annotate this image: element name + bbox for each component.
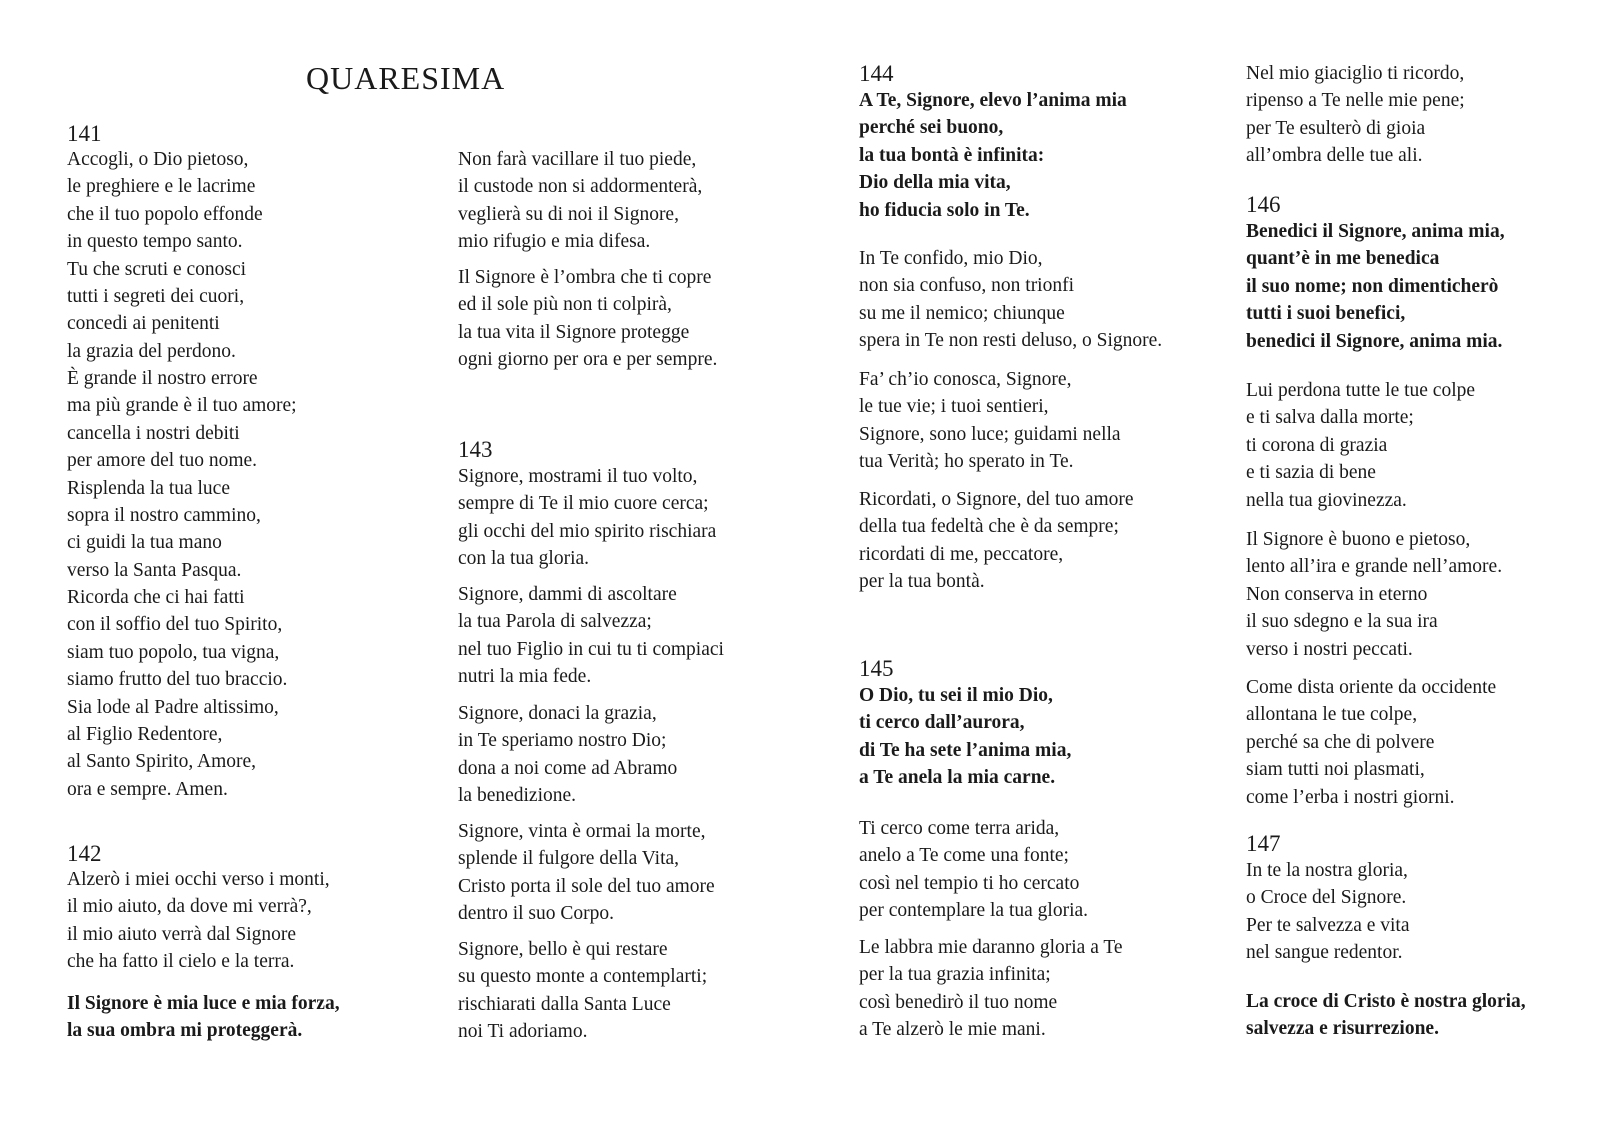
verse-line: rischiarati dalla Santa Luce bbox=[458, 993, 671, 1015]
verse-line: lento all’ira e grande nell’amore. bbox=[1246, 556, 1503, 578]
verse-line: il suo nome; non dimenticherò bbox=[1246, 275, 1499, 297]
verse-line: Signore, sono luce; guidami nella bbox=[859, 423, 1121, 445]
verse-line: così benedirò il tuo nome bbox=[859, 991, 1058, 1013]
verse-line: È grande il nostro errore bbox=[67, 368, 258, 389]
stanza bbox=[458, 581, 724, 691]
stanza bbox=[1246, 674, 1496, 811]
stanza-refrain bbox=[1246, 988, 1526, 1043]
verse-line: a Te anela la mia carne. bbox=[859, 767, 1056, 789]
stanza bbox=[1246, 377, 1475, 514]
verse-line: Dio della mia vita, bbox=[859, 172, 1011, 194]
stanza bbox=[859, 366, 1121, 476]
verse-line: Ti cerco come terra arida, bbox=[859, 818, 1060, 839]
verse-line: Tu che scruti e conosci bbox=[67, 258, 247, 280]
verse-line: la sua ombra mi proteggerà. bbox=[67, 1020, 303, 1042]
verse-line: in Te speriamo nostro Dio; bbox=[458, 730, 667, 752]
hymn-number: 147 bbox=[1246, 831, 1281, 856]
verse-line: Signore, bello è qui restare bbox=[458, 939, 668, 960]
stanza bbox=[67, 584, 287, 803]
verse-line: Fa’ ch’io conosca, Signore, bbox=[859, 369, 1072, 390]
stanza bbox=[458, 936, 707, 1046]
verse-line: Signore, dammi di ascoltare bbox=[458, 584, 677, 605]
verse-line: ripenso a Te nelle mie pene; bbox=[1246, 90, 1465, 112]
verse-line: della tua fedeltà che è da sempre; bbox=[859, 516, 1119, 538]
verse-line: per la tua bontà. bbox=[859, 571, 985, 593]
verse-line: Signore, donaci la grazia, bbox=[458, 703, 657, 724]
verse-line: di Te ha sete l’anima mia, bbox=[859, 739, 1072, 761]
verse-line: perché sei buono, bbox=[859, 117, 1004, 139]
verse-line: tutti i segreti dei cuori, bbox=[67, 286, 245, 308]
verse-line: Alzerò i miei occhi verso i monti, bbox=[67, 869, 330, 890]
verse-line: per la tua grazia infinita; bbox=[859, 964, 1051, 986]
verse-line: Lui perdona tutte le tue colpe bbox=[1246, 380, 1476, 401]
stanza bbox=[458, 463, 716, 573]
stanza bbox=[859, 815, 1088, 925]
stanza bbox=[67, 866, 330, 976]
verse-line: ci guidi la tua mano bbox=[67, 532, 222, 554]
verse-line: al Figlio Redentore, bbox=[67, 724, 223, 746]
verse-line: tua Verità; ho sperato in Te. bbox=[859, 451, 1074, 473]
hymn-number: 146 bbox=[1246, 192, 1281, 217]
verse-line: in questo tempo santo. bbox=[67, 231, 243, 253]
verse-line: Sia lode al Padre altissimo, bbox=[67, 696, 279, 718]
hymn-number: 144 bbox=[859, 61, 894, 86]
verse-line: con il soffio del tuo Spirito, bbox=[67, 614, 283, 636]
verse-line: su me il nemico; chiunque bbox=[859, 302, 1065, 324]
verse-line: Non conserva in eterno bbox=[1246, 583, 1428, 605]
verse-line: Signore, mostrami il tuo volto, bbox=[458, 466, 698, 487]
stanza bbox=[859, 934, 1123, 1044]
stanza bbox=[859, 245, 1162, 355]
verse-line: Benedici il Signore, anima mia, bbox=[1246, 221, 1505, 242]
verse-line: e ti salva dalla morte; bbox=[1246, 407, 1414, 429]
verse-line: anelo a Te come una fonte; bbox=[859, 845, 1069, 867]
verse-line: Il Signore è buono e pietoso, bbox=[1246, 529, 1471, 550]
verse-line: salvezza e risurrezione. bbox=[1246, 1018, 1439, 1040]
page-title: QUARESIMA bbox=[306, 60, 506, 96]
verse-line: che ha fatto il cielo e la terra. bbox=[67, 951, 295, 973]
stanza bbox=[1246, 526, 1502, 663]
stanza-refrain bbox=[1246, 218, 1505, 355]
verse-line: benedici il Signore, anima mia. bbox=[1246, 330, 1503, 352]
stanza bbox=[458, 700, 677, 810]
verse-line: tutti i suoi benefici, bbox=[1246, 303, 1406, 325]
verse-line: nella tua giovinezza. bbox=[1246, 489, 1407, 511]
verse-line: gli occhi del mio spirito rischiara bbox=[458, 520, 717, 542]
verse-line: a Te alzerò le mie mani. bbox=[859, 1019, 1046, 1041]
verse-line: il custode non si addormenterà, bbox=[458, 176, 703, 198]
stanza bbox=[859, 486, 1134, 596]
verse-line: su questo monte a contemplarti; bbox=[458, 966, 708, 988]
verse-line: le preghiere e le lacrime bbox=[67, 176, 256, 198]
verse-line: dentro il suo Corpo. bbox=[458, 903, 614, 925]
verse-line: dona a noi come ad Abramo bbox=[458, 757, 678, 779]
verse-line: Nel mio giaciglio ti ricordo, bbox=[1246, 63, 1465, 84]
verse-line: Ricordati, o Signore, del tuo amore bbox=[859, 489, 1134, 510]
verse-line: ora e sempre. Amen. bbox=[67, 778, 228, 800]
verse-line: concedi ai penitenti bbox=[67, 313, 220, 335]
verse-line: A Te, Signore, elevo l’anima mia bbox=[859, 90, 1127, 111]
verse-line: siam tutti noi plasmati, bbox=[1246, 759, 1425, 781]
stanza bbox=[67, 146, 263, 365]
stanza bbox=[1246, 857, 1410, 967]
verse-line: il suo sdegno e la sua ira bbox=[1246, 611, 1438, 633]
verse-line: così nel tempio ti ho cercato bbox=[859, 872, 1080, 894]
verse-line: per contemplare la tua gloria. bbox=[859, 900, 1089, 922]
stanza-refrain bbox=[859, 87, 1127, 224]
verse-line: sopra il nostro cammino, bbox=[67, 505, 261, 527]
verse-line: nutri la mia fede. bbox=[458, 666, 592, 688]
hymn-number: 143 bbox=[458, 437, 493, 462]
verse-line: per amore del tuo nome. bbox=[67, 450, 258, 472]
verse-line: ti cerco dall’aurora, bbox=[859, 712, 1025, 734]
verse-line: Cristo porta il sole del tuo amore bbox=[458, 875, 715, 897]
verse-line: ma più grande è il tuo amore; bbox=[67, 395, 297, 417]
verse-line: che il tuo popolo effonde bbox=[67, 203, 263, 225]
verse-line: In Te confido, mio Dio, bbox=[859, 248, 1043, 269]
stanza bbox=[458, 264, 717, 374]
verse-line: Come dista oriente da occidente bbox=[1246, 677, 1497, 698]
verse-line: Accogli, o Dio pietoso, bbox=[67, 149, 249, 170]
verse-line: per Te esulterò di gioia bbox=[1246, 117, 1426, 139]
verse-line: nel sangue redentor. bbox=[1246, 942, 1403, 964]
verse-line: noi Ti adoriamo. bbox=[458, 1021, 588, 1043]
verse-line: Il Signore è mia luce e mia forza, bbox=[67, 993, 340, 1014]
stanza bbox=[458, 146, 702, 256]
verse-line: ti corona di grazia bbox=[1246, 434, 1388, 456]
verse-line: splende il fulgore della Vita, bbox=[458, 848, 680, 870]
stanza-refrain bbox=[859, 682, 1071, 792]
verse-line: siam tuo popolo, tua vigna, bbox=[67, 641, 280, 663]
verse-line: le tue vie; i tuoi sentieri, bbox=[859, 396, 1049, 418]
hymn-number: 145 bbox=[859, 656, 894, 681]
verse-line: perché sa che di polvere bbox=[1246, 731, 1435, 753]
verse-line: all’ombra delle tue ali. bbox=[1246, 145, 1423, 167]
stanza bbox=[1246, 60, 1465, 170]
verse-line: O Dio, tu sei il mio Dio, bbox=[859, 685, 1053, 706]
hymn-number: 142 bbox=[67, 841, 102, 866]
stanza bbox=[67, 365, 297, 584]
verse-line: Per te salvezza e vita bbox=[1246, 914, 1410, 936]
verse-line: mio rifugio e mia difesa. bbox=[458, 231, 651, 253]
verse-line: veglierà su di noi il Signore, bbox=[458, 203, 679, 225]
verse-line: e ti sazia di bene bbox=[1246, 462, 1376, 484]
verse-line: In te la nostra gloria, bbox=[1246, 860, 1408, 881]
verse-line: ho fiducia solo in Te. bbox=[859, 199, 1030, 221]
verse-line: il mio aiuto, da dove mi verrà?, bbox=[67, 896, 312, 918]
verse-line: cancella i nostri debiti bbox=[67, 422, 240, 444]
verse-line: verso la Santa Pasqua. bbox=[67, 559, 242, 581]
verse-line: Ricorda che ci hai fatti bbox=[67, 587, 245, 608]
verse-line: come l’erba i nostri giorni. bbox=[1246, 786, 1455, 808]
verse-line: verso i nostri peccati. bbox=[1246, 638, 1413, 660]
verse-line: La croce di Cristo è nostra gloria, bbox=[1246, 991, 1526, 1012]
verse-line: quant’è in me benedica bbox=[1246, 248, 1440, 270]
verse-line: ricordati di me, peccatore, bbox=[859, 543, 1064, 565]
verse-line: non sia confuso, non trionfi bbox=[859, 275, 1075, 297]
verse-line: il mio aiuto verrà dal Signore bbox=[67, 923, 297, 945]
verse-line: Risplenda la tua luce bbox=[67, 477, 230, 499]
verse-line: la tua Parola di salvezza; bbox=[458, 611, 652, 633]
verse-line: Signore, vinta è ormai la morte, bbox=[458, 821, 706, 842]
verse-line: la benedizione. bbox=[458, 785, 577, 807]
stanza bbox=[458, 818, 715, 928]
verse-line: nel tuo Figlio in cui tu ti compiaci bbox=[458, 638, 724, 660]
verse-line: la grazia del perdono. bbox=[67, 340, 236, 362]
stanza-refrain bbox=[67, 990, 340, 1045]
verse-line: o Croce del Signore. bbox=[1246, 887, 1407, 909]
verse-line: ed il sole più non ti colpirà, bbox=[458, 294, 672, 316]
verse-line: con la tua gloria. bbox=[458, 548, 590, 570]
verse-line: spera in Te non resti deluso, o Signore. bbox=[859, 330, 1163, 352]
verse-line: Le labbra mie daranno gloria a Te bbox=[859, 937, 1123, 958]
verse-line: Non farà vacillare il tuo piede, bbox=[458, 149, 697, 170]
verse-line: ogni giorno per ora e per sempre. bbox=[458, 349, 718, 371]
verse-line: al Santo Spirito, Amore, bbox=[67, 751, 257, 773]
verse-line: siamo frutto del tuo braccio. bbox=[67, 669, 288, 691]
verse-line: Il Signore è l’ombra che ti copre bbox=[458, 267, 712, 288]
verse-line: la tua vita il Signore protegge bbox=[458, 321, 690, 343]
verse-line: sempre di Te il mio cuore cerca; bbox=[458, 493, 709, 515]
hymn-number: 141 bbox=[67, 121, 102, 146]
verse-line: allontana le tue colpe, bbox=[1246, 704, 1418, 726]
verse-line: la tua bontà è infinita: bbox=[859, 144, 1045, 166]
